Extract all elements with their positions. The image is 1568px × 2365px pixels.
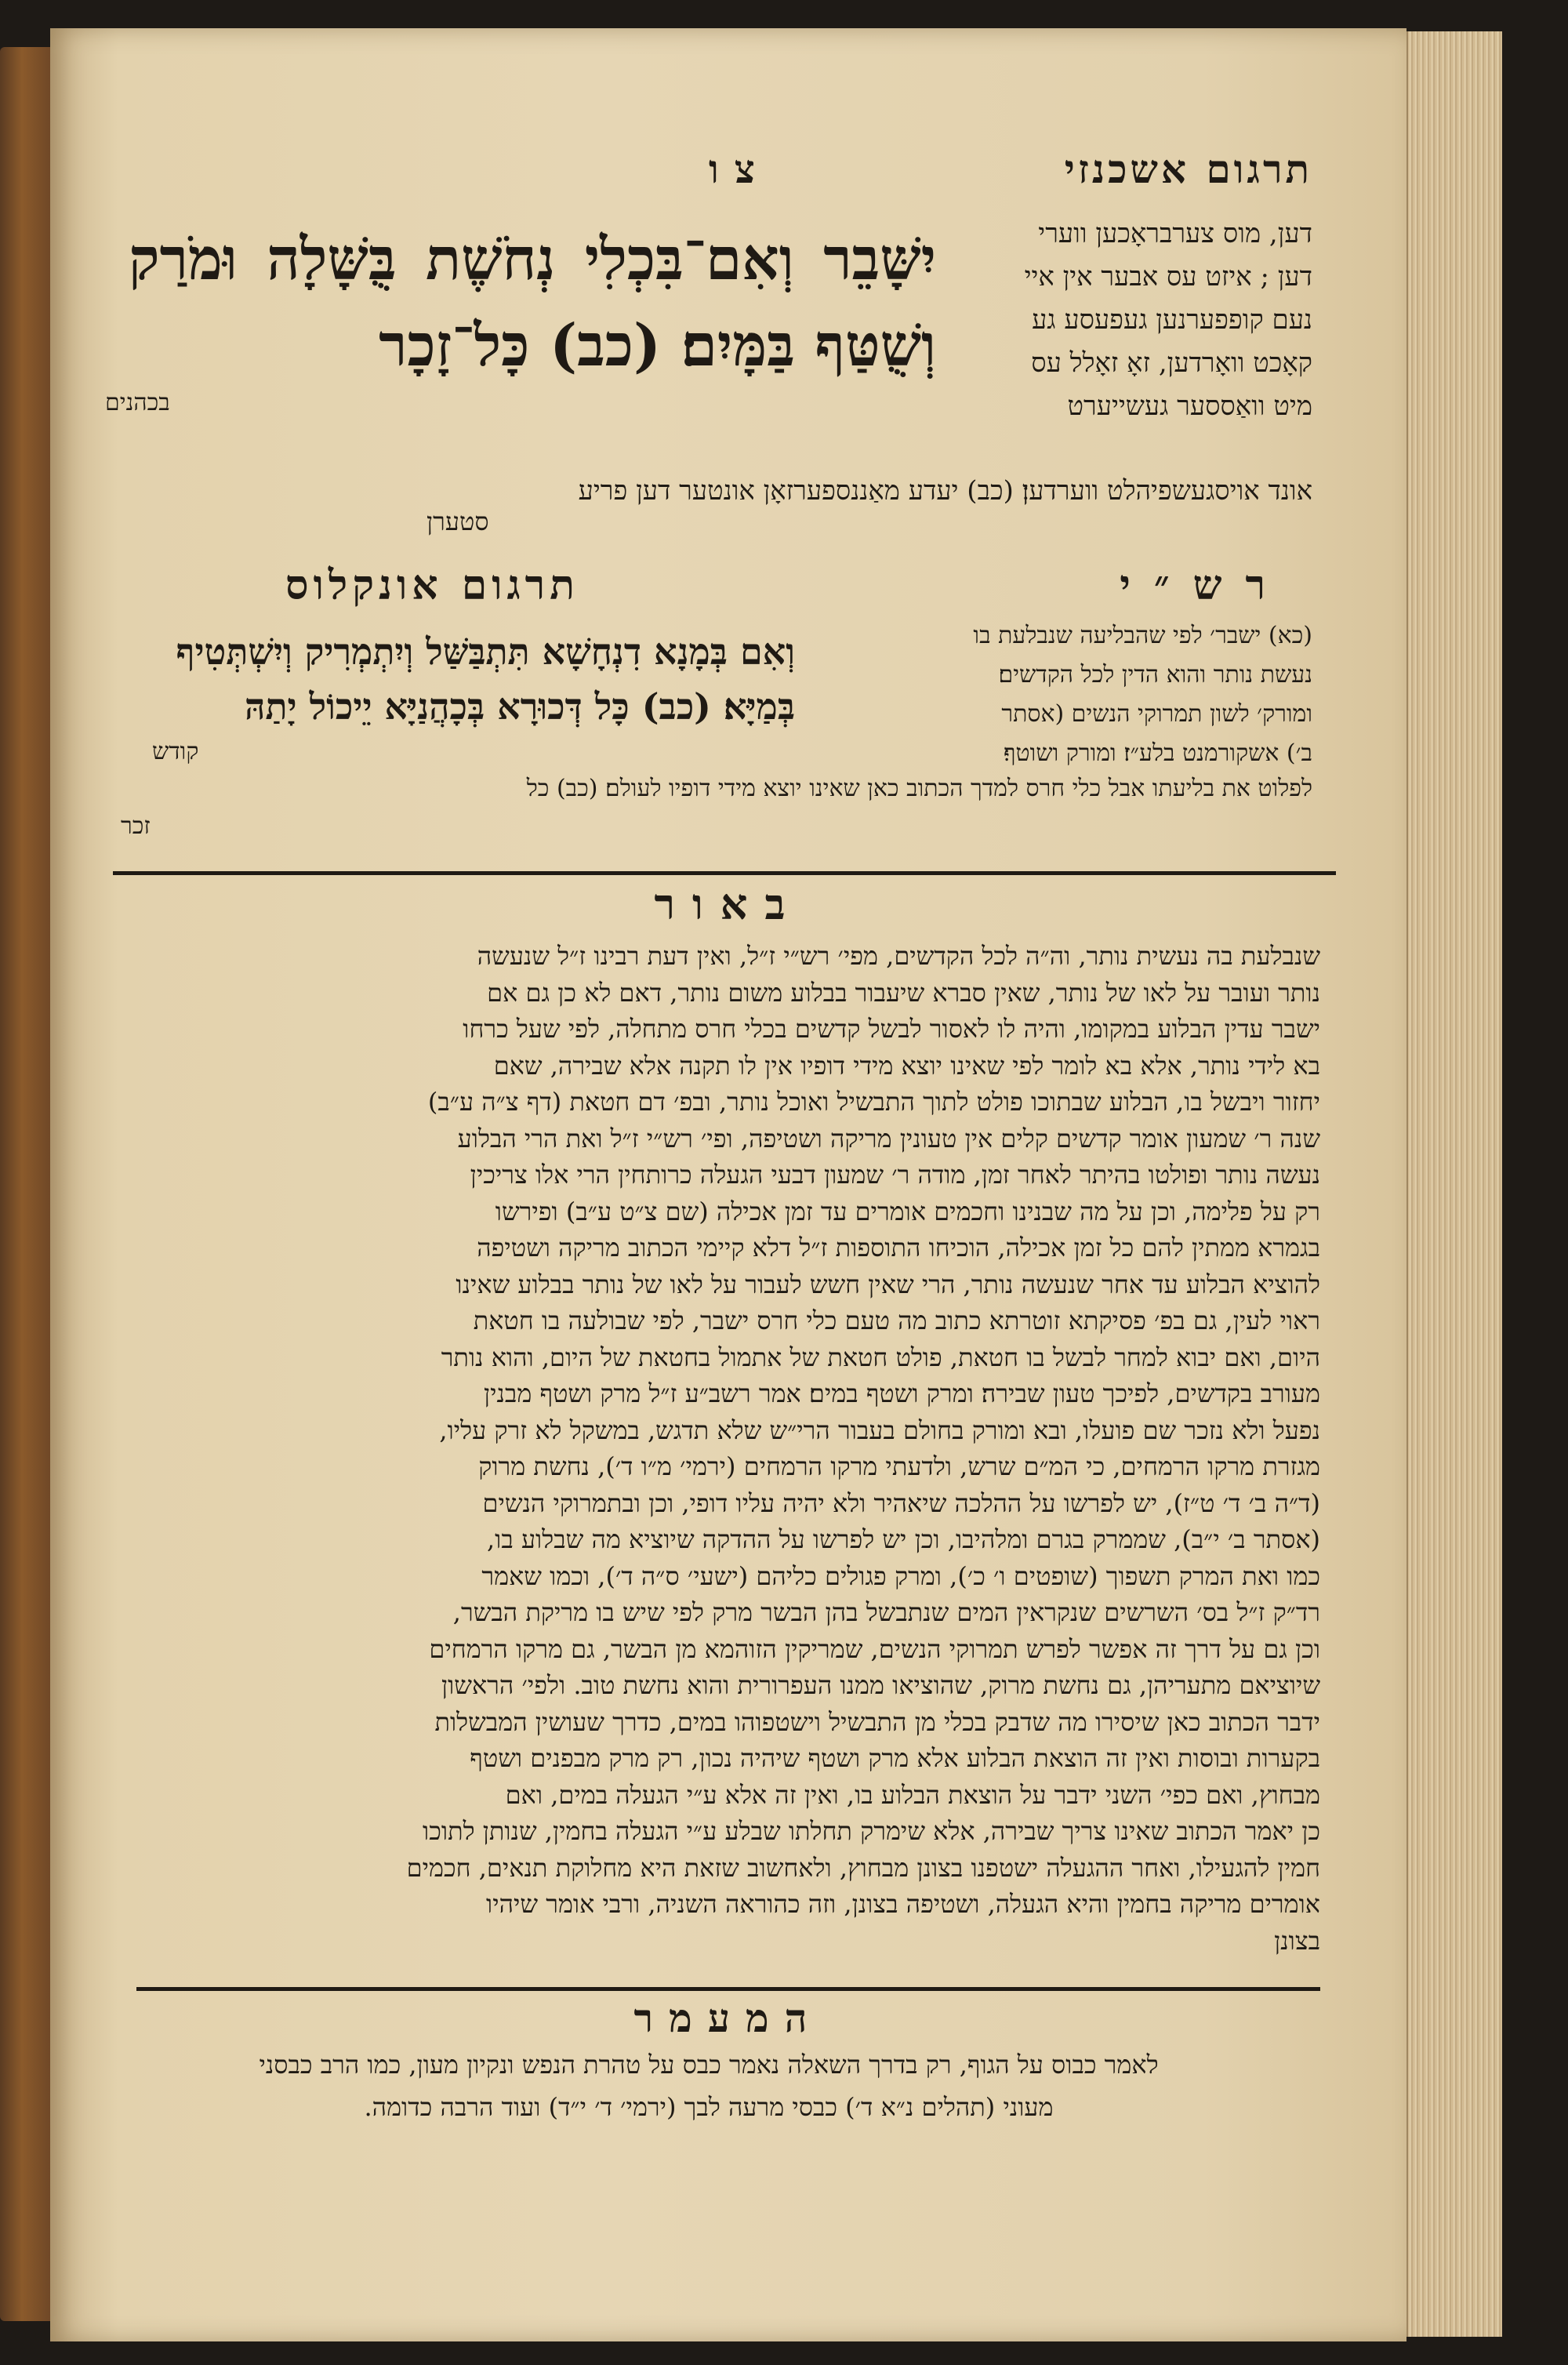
biur-line: בקערות ובוסות ואין זה הוצאת הבלוע אלא מרק ושטף שיהיה נכון, רק מרק מבפנים ושטף [470,1743,1320,1773]
running-title: תרגום אשכנזי [1064,146,1312,192]
biur-line: רד״ק ז״ל בס׳ השרשים שנקראין המים שנתבשל בהן הבשר מרק לפי שיש בו מריקת הבשר, [452,1597,1320,1627]
meamar-line: מעוני (תהלים נ״א ד׳) כבסי מרעה לבך (ירמי׳ ד׳ י״ד) ועוד הרבה כדומה. [364,2092,1054,2122]
rashi-catchword: זכר [121,812,151,840]
ashkenazi-line: דען ; איזט עס אבער אין איי [1024,261,1312,292]
book-cover-edge [0,47,55,2321]
ashkenazi-line: נעם קופפערנען געפעסע גע [1032,304,1312,336]
meamar-heading: המעמר [633,1995,823,2041]
rashi-line: ב׳) אשקורמנט בלע״ז׃ ומורק ושוטף׃ [1003,739,1312,767]
rashi-heading: רש״י [1120,561,1289,609]
meamar-text [105,2043,1312,2128]
biur-line: ידבר הכתוב כאן שיסירו מה שדבק בכלי מן התבשיל וישטפוהו במים, כדרך שעושין המבשלות [434,1706,1320,1737]
page-fore-edge [1406,31,1502,2337]
biur-line: נותר ועובר על לאו של נותר, שאין סברא שיעבור בבלוע משום נותר, דאם לא כן גם אם [487,977,1320,1008]
rashi-line: (כא) ישבר׳ לפי שהבליעה שנבלעת בו [973,622,1312,649]
biur-line: מבחוץ, ואם כפי׳ השני ידבר על הוצאת הבלוע בו, ואין זה אלא ע״י הגעלה במים, ואם [505,1779,1320,1810]
rashi-line: נעשת נותר והוא הדין לכל הקדשים׃ [998,661,1312,688]
meamar-line: לאמר כבוס על הגוף, רק בדרך השאלה נאמר כבס על טהרת הנפש ונקיון מעון, כמו הרב כבסני [259,2050,1159,2080]
ashkenazi-line: קאָכט וואָרדען, זאָ זאָלל עס [1031,347,1312,379]
biur-line: מגזרת מרקו הרמחים, כי המ״ם שרש, ולדעתי מרקו הרמחים (ירמי׳ מ״ו ד׳), נחשת מרוק [478,1451,1320,1481]
onkelos-text: וְאִם בְּמָנָא דִנְחָשָׁא תִּתְבַּשַּׁל וְיִתְמְרִיק וְיִשְׁתְּטִיף בְּמַיָּא׃ (כב) כָּל דְּכוּרָא בְּכָהֲנַיָּא יֵיכוֹל יָתַהּ [176,630,795,728]
page-content [50,28,1406,2341]
section-divider [136,1987,1320,1991]
biur-line: כן יאמר הכתוב שאינו צריך שבירה, אלא שימרק תחלתו שבלע ע״י הגעלה בחמין, שנותן לתוכו [423,1816,1320,1846]
biur-line: ראוי לעין, גם בפ׳ פסיקתא זוטרתא כתוב מה טעם כלי חרס ישבר, לפי שבולעה בו חטאת [473,1306,1320,1335]
verse-text: יִשָּׁבֵר וְאִם־בִּכְלִי נְחֹשֶׁת בֻּשָּׁלָה וּמֹרַק וְשֻׁטַּף בַּמָּיִם׃ (כב) כָּל־זָכָר [129,226,936,380]
biur-heading: באור [654,879,803,929]
biur-line: אומרים מריקה בחמין והיא הגעלה, ושטיפה בצונן, וזה כהוראה השניה, ורבי אומר שיהיו [486,1889,1320,1919]
ashkenazi-line: מיט וואַססער געשייערט [1067,391,1312,422]
section-divider [113,871,1336,875]
biur-line: כמו ואת המרק תשפוך (שופטים ו׳ כ׳), ומרק פגולים כליהם (ישעי׳ ס״ה ד׳), וכמו שאמר [481,1560,1320,1591]
ashkenazi-catchword: סטערן [426,507,489,536]
biur-line: היום, ואם יבוא למחר לבשל בו חטאת, פולט חטאת של אתמול בחטאת של היום, והוא נותר [441,1342,1320,1372]
biur-line: נפעל ולא נזכר שם פועלו, ובא ומורק בחולם בעבור הרי״ש שלא תדגש, במשקל לא זרק עליו, [439,1415,1320,1445]
biur-line: (אסתר ב׳ י״ב), שממרק בגרם ומלהיבו, וכן יש לפרשו על ההדקה שיוציא מה שבלוע בו, [486,1524,1320,1554]
biur-line: מעורב בקדשים, לפיכך טעון שבירה׃ ומרק ושטף במים׃ אמר רשב״ע ז״ל מרק ושטף מבנין [483,1379,1320,1408]
biur-line: בא לידי נותר, אלא בא לומר לפי שאינו יוצא מידי דופיו אין לו תקנה אלא שבירה, שאם [493,1050,1320,1081]
ashkenazi-line: דען, מוס צערבראָכען ווערי [1038,218,1312,249]
biur-line: נעשה נותר ופולטו בהיתר לאחר זמן, מודה ר׳ שמעון דבעי הגעלה כרותחין הרי אלו צריכין [470,1160,1320,1190]
biur-line: שנה ר׳ שמעון אומר קדשים קלים אין טעונין מריקה ושטיפה, ופי׳ רש״י ז״ל ואת הרי הבלוע [457,1123,1320,1153]
biur-line: (ד״ה ב׳ ד׳ ט״ז), יש לפרשו על ההלכה שיאהיר ולא יהיה עליו דופי, וכן ובתמרוקי הנשים [482,1488,1320,1518]
rashi-commentary [803,616,1312,773]
biur-commentary [105,938,1320,1959]
onkelos-heading: תרגום אונקלוס [285,561,579,609]
biur-line: חמין להגעילו, ואחר ההגעלה ישטפנו בצונן מבחוץ, ולאחשוב שזאת היא מחלוקת תנאים, חכמים [406,1852,1320,1883]
biur-line: שנבלעת בה נעשית נותר, וה״ה לכל הקדשים, מפי׳ רש״י ז״ל, ואין דעת רבינו ז״ל שנעשה [477,941,1320,971]
biur-line: רק על פלימה, וכן על מה שבנינו וחכמים אומרים עד זמן אכילה (שם צ״ט ע״ב) ופירשו [495,1196,1320,1226]
verse-catchword: בכהנים [105,389,170,416]
rashi-last-line: לפלוט את בליעתו אבל כלי חרס למדך הכתוב כאן שאינו יוצא מידי דופיו לעולם׃ (כב) כל [526,775,1312,802]
biur-line: וכן גם על דרך זה אפשר לפרש תמרוקי הנשים, שמריקין הזוהמא מן הבשר, גם מרקו הרמחים [429,1633,1320,1664]
biur-line: להוציא הבלוע עד אחר שנעשה נותר, הרי שאין חשש לעבור על לאו של נותר בבלוע שאינו [456,1269,1320,1299]
biur-line: שיוציאם מתעריהן, גם נחשת מרוק, שהוציאו ממנו העפרורית והוא נחשת טוב. ולפי׳ הראשון [441,1670,1320,1700]
page-number: צו [709,146,771,192]
biur-line: בגמרא ממתין להם כל זמן אכילה, הוכיחו התוספות ז״ל דלא קיימי הכתוב מריקה ושטיפה [477,1233,1320,1262]
biur-line: ישבר עדין הבלוע במקומו, והיה לו לאסור לבשל קדשים בכלי חרס מתחלה, לפי שעל כרחו [463,1014,1320,1044]
rashi-line: ומורק׳ לשון תמרוקי הנשים (אסתר [1001,700,1312,728]
onkelos-catchword: קודש [152,738,199,765]
biur-line: בצונן [1274,1925,1320,1956]
ashkenazi-wide-line: אונד אויסגעשפיהלט ווערדען׃ (כב) יעדע מאַננספערזאָן אונטער דען פריע [578,475,1312,507]
biur-line: יחזור ויבשל בו, הבלוע שבתוכו פולט לתוך התבשיל ואוכל נותר, ובפ׳ דם חטאת (דף צ״ה ע״ב) [427,1087,1320,1117]
